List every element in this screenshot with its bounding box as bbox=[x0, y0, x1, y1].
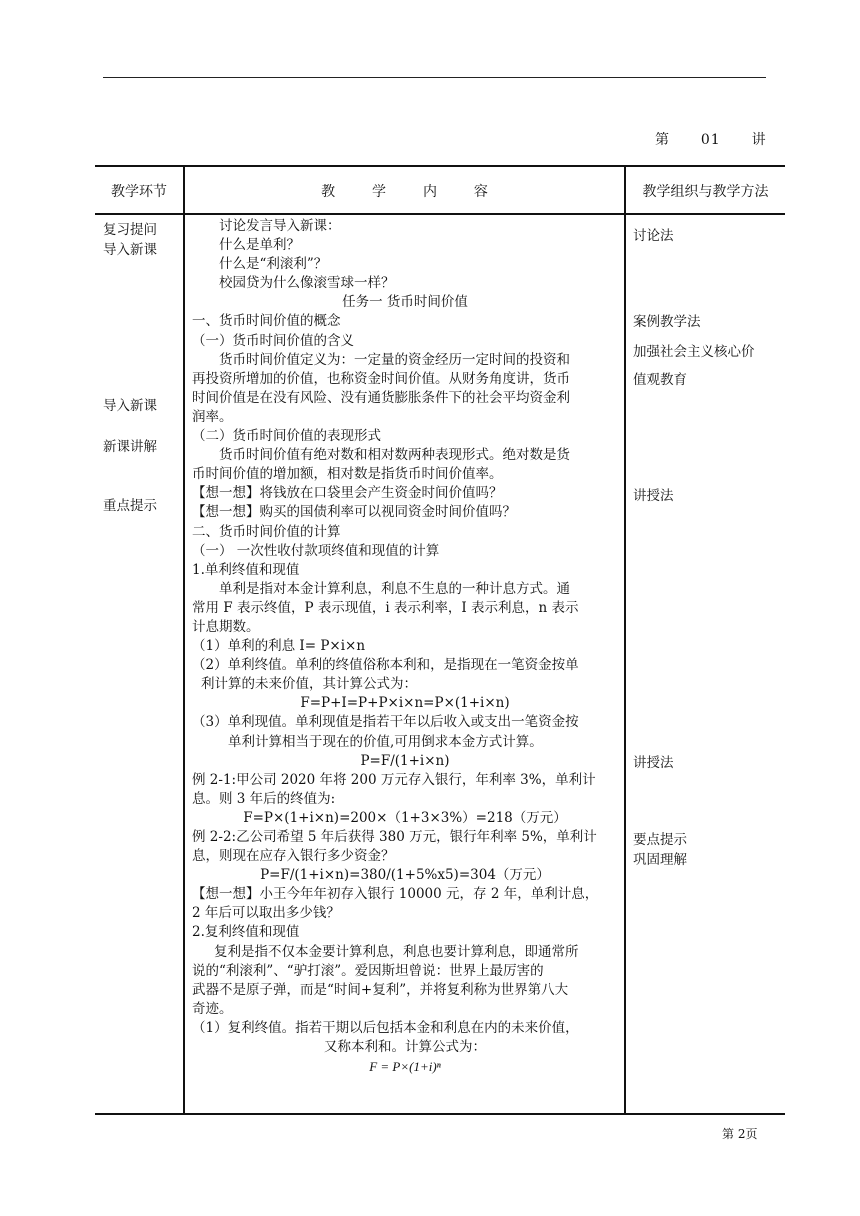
content-line: 说的“利滚利”、“驴打滚”。爱因斯坦曾说：世界上最厉害的 bbox=[192, 962, 544, 979]
section-heading: 二、货币时间价值的计算 bbox=[192, 523, 341, 540]
content-line: 奇迹。 bbox=[192, 1000, 233, 1017]
lesson-table bbox=[95, 165, 785, 1115]
column-divider bbox=[183, 167, 185, 1113]
example-line: 息，则现在应存入银行多少资金？ bbox=[192, 848, 395, 865]
stage-label: 导入新课 bbox=[103, 398, 157, 414]
formula: F=P+I=P+P×i×n=P×(1+i×n) bbox=[300, 695, 510, 712]
section-heading: 一、货币时间价值的概念 bbox=[192, 313, 341, 330]
content-line: 校园贷为什么像滚雪球一样？ bbox=[219, 275, 395, 292]
method-label: 巩固理解 bbox=[633, 852, 687, 868]
example-line: 例 2-1:甲公司 2020 年将 200 万元存入银行，年利率 3%，单利计 bbox=[192, 771, 596, 788]
column-divider bbox=[624, 167, 626, 1113]
content-line: 货币时间价值有绝对数和相对数两种表现形式。绝对数是货 bbox=[219, 447, 570, 464]
stage-label: 复习提问 bbox=[103, 222, 157, 238]
content-line: 什么是单利？ bbox=[219, 237, 300, 254]
content-line: 计息期数。 bbox=[192, 618, 260, 635]
content-line: 什么是“利滚利”？ bbox=[219, 256, 328, 273]
content-line: 常用 F 表示终值，P 表示现值，i 表示利率，I 表示利息，n 表示 bbox=[192, 599, 579, 616]
method-label: 要点提示 bbox=[633, 832, 687, 848]
content-column bbox=[192, 217, 618, 1076]
lecture-number: 第 01 讲 bbox=[655, 132, 767, 148]
content-line: （3）单利现值。单利现值是指若干年以后收入或支出一笔资金按 bbox=[192, 714, 579, 731]
content-line: 利计算的未来价值，其计算公式为： bbox=[201, 676, 417, 693]
header-rule bbox=[103, 77, 766, 78]
content-line: 再投资所增加的价值，也称资金时间价值。从财务角度讲，货币 bbox=[192, 370, 570, 387]
method-label: 加强社会主义核心价 bbox=[633, 344, 755, 360]
content-line: 讨论发言导入新课： bbox=[219, 218, 341, 234]
header-divider bbox=[95, 213, 785, 215]
method-label: 讲授法 bbox=[633, 755, 674, 771]
formula: P=F/(1+i×n)=380/(1+5%x5)=304（万元） bbox=[260, 867, 550, 884]
example-line: 息。则 3 年后的终值为: bbox=[192, 790, 336, 807]
subsection-heading: （一）货币时间价值的含义 bbox=[192, 332, 354, 349]
content-line: 2 年后可以取出多少钱？ bbox=[192, 905, 340, 922]
page-number: 第 2页 bbox=[722, 1127, 758, 1141]
content-line: （1）单利的利息 I= P×i×n bbox=[192, 638, 366, 655]
content-line: 币时间价值的增加额，相对数是指货币时间价值率。 bbox=[192, 466, 503, 483]
method-label: 讲授法 bbox=[633, 488, 674, 504]
example-line: 例 2-2:乙公司希望 5 年后获得 380 万元，银行年利率 5%，单利计 bbox=[192, 829, 597, 845]
subsection-heading: 1.单利终值和现值 bbox=[192, 561, 300, 578]
content-line: 货币时间价值定义为：一定量的资金经历一定时间的投资和 bbox=[219, 351, 570, 368]
formula: P=F/(1+i×n) bbox=[360, 752, 450, 769]
content-line: 润率。 bbox=[192, 408, 233, 425]
content-line: （2）单利终值。单利的终值俗称本利和，是指现在一笔资金按单 bbox=[192, 657, 579, 674]
method-label: 讨论法 bbox=[633, 228, 674, 244]
think-prompt: 【想一想】将钱放在口袋里会产生资金时间价值吗？ bbox=[192, 485, 503, 502]
subsection-heading: （一） 一次性收付款项终值和现值的计算 bbox=[192, 542, 440, 559]
content-line: 单利是指对本金计算利息，利息不生息的一种计息方式。通 bbox=[219, 580, 570, 597]
content-line: 单利计算相当于现在的价值,可用倒求本金方式计算。 bbox=[228, 733, 543, 750]
think-prompt: 【想一想】小王今年年初存入银行 10000 元，存 2 年，单利计息， bbox=[192, 886, 599, 903]
think-prompt: 【想一想】购买的国债利率可以视同资金时间价值吗？ bbox=[192, 504, 516, 521]
header-content: 教 学 内 容 bbox=[321, 184, 488, 200]
stage-label: 新课讲解 bbox=[103, 439, 157, 455]
stage-label: 重点提示 bbox=[103, 498, 157, 514]
method-label: 案例教学法 bbox=[633, 314, 701, 330]
method-label: 值观教育 bbox=[633, 372, 687, 388]
content-line: 时间价值是在没有风险、没有通货膨胀条件下的社会平均资金利 bbox=[192, 389, 570, 406]
stage-label: 导入新课 bbox=[103, 242, 157, 258]
content-line: 又称本利和。计算公式为： bbox=[324, 1039, 486, 1056]
content-line: （1）复利终值。指若干期以后包括本金和利息在内的未来价值， bbox=[192, 1019, 579, 1036]
content-line: 复利是指不仅本金要计算利息，利息也要计算利息，即通常所 bbox=[214, 943, 579, 960]
header-method: 教学组织与教学方法 bbox=[642, 184, 769, 200]
subsection-heading: （二）货币时间价值的表现形式 bbox=[192, 428, 381, 445]
task-title: 任务一 货币时间价值 bbox=[342, 294, 468, 311]
formula: F = P×(1+i)ⁿ bbox=[369, 1059, 441, 1075]
header-stage: 教学环节 bbox=[111, 184, 167, 200]
subsection-heading: 2.复利终值和现值 bbox=[192, 924, 300, 941]
formula: F=P×(1+i×n)=200×（1+3×3%）=218（万元） bbox=[243, 809, 567, 826]
content-line: 武器不是原子弹，而是“时间+复利”，并将复利称为世界第八大 bbox=[192, 981, 569, 998]
